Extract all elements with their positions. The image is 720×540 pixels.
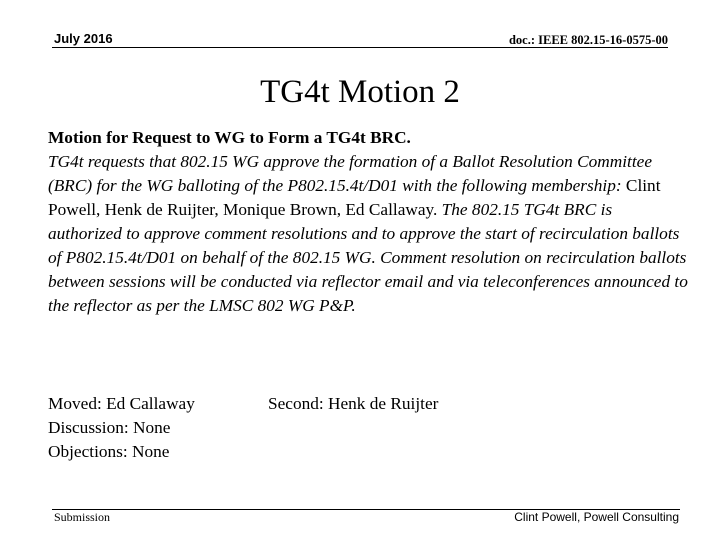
motion-text-part1: TG4t requests that 802.15 WG approve the formation of a Ballot Resolution Committee (BRC) for the WG balloting of the P802.15.4t/D01 with the following membership: <box>48 152 652 195</box>
motion-text-part2: The 802.15 TG4t BRC is authorized to approve comment resolutions and to approve the start of recirculation ballots of P802.15.4t/D01 on behalf of the 802.15 WG. Comment resolution on recirculation ballots between sessions will be conducted via reflector email and via teleconferences announced to the reflector as per the LMSC 802 WG P&P. <box>48 200 688 315</box>
motion-members: Clint Powell, Henk de Ruijter, Monique Brown, Ed Callaway. <box>48 176 661 219</box>
footer-submission: Submission <box>54 510 111 524</box>
slide-title: TG4t Motion 2 <box>260 74 460 110</box>
moved-line: Moved: Ed Callaway <box>48 394 195 413</box>
header-doc-id: doc.: IEEE 802.15-16-0575-00 <box>508 33 668 47</box>
discussion-line: Discussion: None <box>48 418 171 437</box>
objections-line: Objections: None <box>48 442 170 461</box>
second-line: Second: Henk de Ruijter <box>268 394 439 413</box>
motion-body <box>48 126 688 318</box>
motion-text <box>48 150 688 318</box>
header-date: July 2016 <box>54 31 113 46</box>
vote-block <box>48 392 195 464</box>
motion-heading: Motion for Request to WG to Form a TG4t BRC. <box>48 128 411 147</box>
footer-author: Clint Powell, Powell Consulting <box>514 510 679 524</box>
header-divider <box>52 47 668 48</box>
